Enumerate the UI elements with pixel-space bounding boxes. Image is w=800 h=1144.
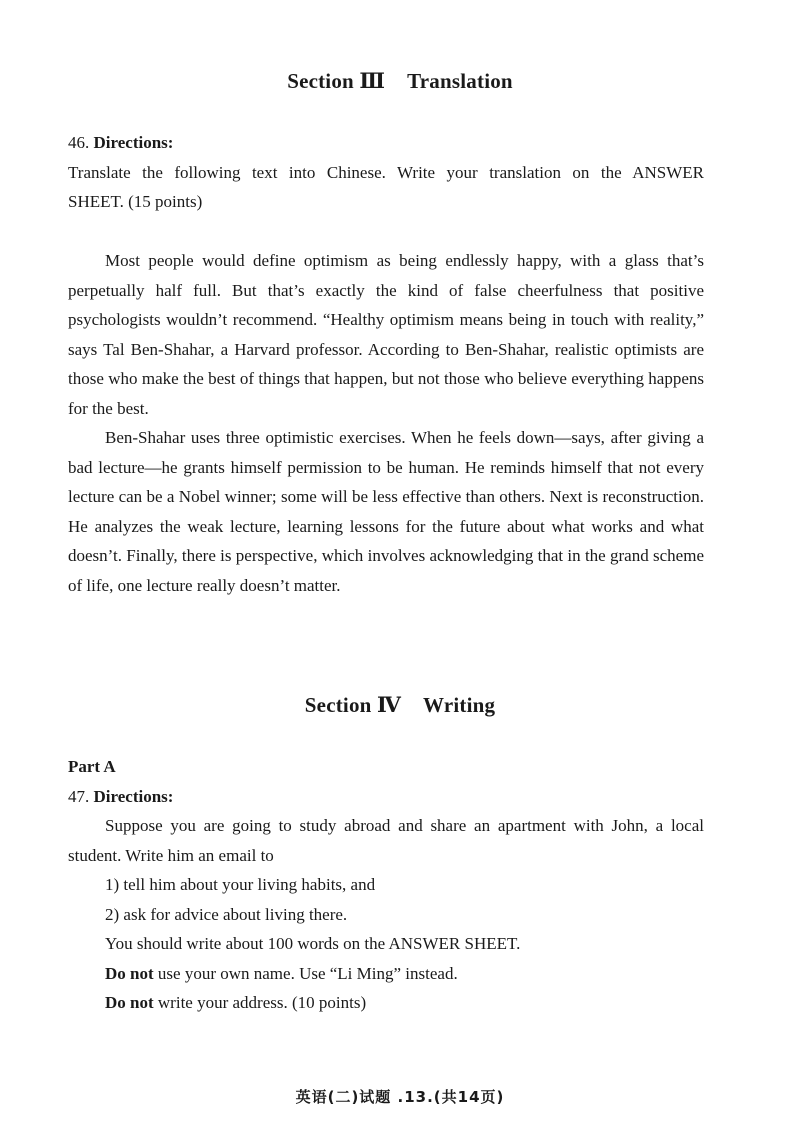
translation-passage <box>68 246 704 600</box>
do-not-address-text: write your address. (10 points) <box>153 993 367 1012</box>
q47-do-not-name-line <box>68 959 704 989</box>
q47-directions-label: Directions: <box>93 786 174 806</box>
question-46 <box>68 128 704 217</box>
section-3-number: Section Ⅲ <box>287 69 386 93</box>
section-3-name: Translation <box>407 69 513 93</box>
section-3-title <box>0 68 800 94</box>
do-not-emphasis: Do not <box>105 993 154 1012</box>
page-footer: 英语(二)试题 .13.(共14页) <box>295 1088 505 1106</box>
q47-directions-heading <box>68 782 704 812</box>
q47-word-count-line: You should write about 100 words on the ANSWER SHEET. <box>105 934 521 953</box>
q46-directions-line-1: Translate the following text into Chinese. Write your translation on the ANSWER <box>68 162 704 182</box>
passage-paragraph-2: Ben-Shahar uses three optimistic exercises. When he feels down—says, after giving a bad lecture—he grants himself permission to be human. He reminds himself that not every lecture can be a Nobel winner; some will be less effective than others. Next is reconstruction. He analyzes the weak lecture, learning lessons for the future about what works and what doesn’t. Finally, there is perspective, which involves acknowledging that in the grand scheme of life, one lecture really doesn’t matter. <box>68 428 704 595</box>
q47-number: 47. <box>68 786 90 806</box>
do-not-name-text: use your own name. Use “Li Ming” instead. <box>153 963 458 983</box>
q46-number: 46. <box>68 133 90 152</box>
section-4-number: Section Ⅳ <box>304 693 402 717</box>
q47-do-not-address-line <box>68 988 704 1018</box>
passage-paragraph-1: Most people would define optimism as being endlessly happy, with a glass that’s perpetually half full. But that’s exactly the kind of false cheerfulness that positive psychologists wouldn’t recommend. “Healthy optimism means being in touch with reality,” says Tal Ben-Shahar, a Harvard professor. According to Ben-Shahar, realistic optimists are those who make the best of things that happen, but not those who believe everything happens for the best. <box>68 251 704 418</box>
q46-directions-line-2: SHEET. (15 points) <box>68 192 203 211</box>
q46-directions-heading <box>68 128 704 158</box>
part-a <box>68 752 704 1018</box>
q47-item-2: 2) ask for advice about living there. <box>105 904 348 924</box>
q46-directions-label: Directions: <box>93 133 174 152</box>
do-not-emphasis: Do not <box>105 963 154 983</box>
q47-item-1: 1) tell him about your living habits, and <box>105 875 376 894</box>
section-4-title <box>0 692 800 718</box>
part-a-heading: Part A <box>68 757 116 776</box>
section-4-name: Writing <box>423 693 496 717</box>
q47-intro: Suppose you are going to study abroad and share an apartment with John, a local student. Write him an email to <box>68 816 704 865</box>
